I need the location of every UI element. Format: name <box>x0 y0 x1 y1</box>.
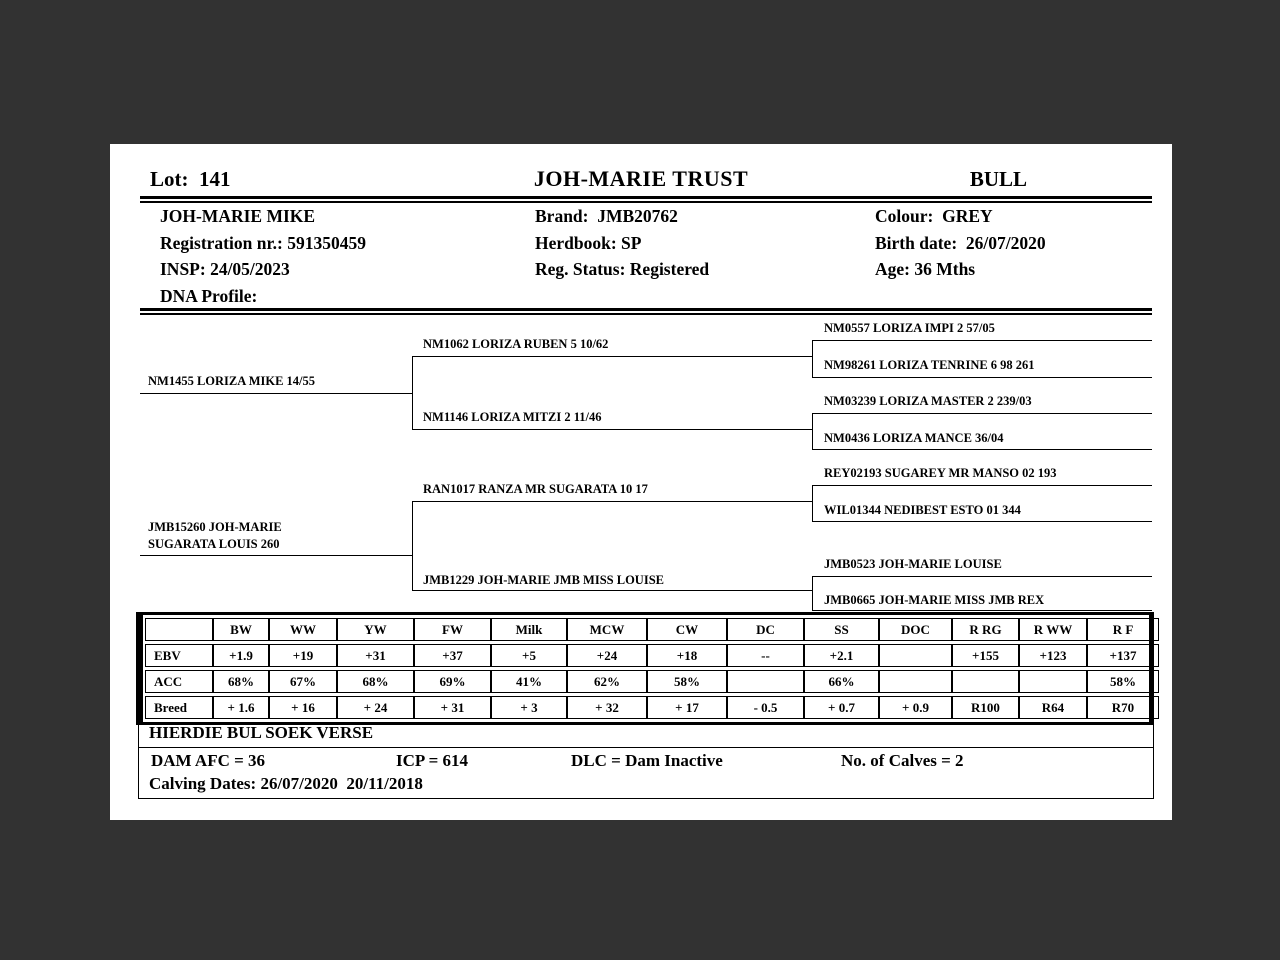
info-divider <box>140 308 1152 315</box>
pedigree-line-ggp1 <box>812 340 1152 341</box>
ebv-cell: +155 <box>952 644 1019 667</box>
breed-cell: + 32 <box>567 696 647 719</box>
pedigree-line-dam-dam <box>412 590 812 591</box>
page-title: JOH-MARIE TRUST <box>533 166 749 191</box>
pedigree-dam-dam-sire: JMB0523 JOH-MARIE LOUISE <box>824 557 1002 571</box>
breed-cell: + 24 <box>337 696 414 719</box>
animal-type: BULL <box>969 167 1027 191</box>
pedigree-line-ggp4 <box>812 449 1152 450</box>
icp: ICP = 614 <box>396 751 469 770</box>
reg-status: Reg. Status: Registered <box>535 259 710 279</box>
ebv-cell <box>879 644 952 667</box>
ebv-col-header: DC <box>727 618 804 641</box>
catalog-page <box>110 144 1172 820</box>
acc-cell <box>952 670 1019 693</box>
acc-cell: 68% <box>213 670 269 693</box>
ebv-cell: +137 <box>1087 644 1159 667</box>
acc-cell: 58% <box>1087 670 1159 693</box>
acc-row <box>145 670 1159 693</box>
acc-cell: 69% <box>414 670 491 693</box>
acc-cell: 41% <box>491 670 567 693</box>
breed-cell: R100 <box>952 696 1019 719</box>
lot-number: Lot: 141 <box>150 167 231 191</box>
acc-cell: 58% <box>647 670 727 693</box>
ebv-cell: +2.1 <box>804 644 879 667</box>
ebv-col-header: YW <box>337 618 414 641</box>
row-label: Breed <box>145 696 213 719</box>
pedigree-dam-sire-dam: WIL01344 NEDIBEST ESTO 01 344 <box>824 503 1021 517</box>
ebv-col-header: FW <box>414 618 491 641</box>
breed-cell: + 0.9 <box>879 696 952 719</box>
pedigree-dam-sire-sire: REY02193 SUGAREY MR MANSO 02 193 <box>824 466 1057 480</box>
pedigree-sire-dam-sire: NM03239 LORIZA MASTER 2 239/03 <box>824 394 1032 408</box>
dam-stats-row <box>139 748 1153 773</box>
row-label: EBV <box>145 644 213 667</box>
acc-cell: 68% <box>337 670 414 693</box>
pedigree-connector-sire <box>412 356 413 429</box>
pedigree-connector-dam <box>412 501 413 590</box>
herdbook: Herdbook: SP <box>535 233 642 253</box>
ebv-col-header: MCW <box>567 618 647 641</box>
pedigree-sire-dam-dam: NM0436 LORIZA MANCE 36/04 <box>824 431 1004 445</box>
breed-cell: + 1.6 <box>213 696 269 719</box>
breed-cell: R64 <box>1019 696 1087 719</box>
pedigree-sire-sire-dam: NM98261 LORIZA TENRINE 6 98 261 <box>824 358 1035 372</box>
pedigree-line-sire-sire <box>412 356 812 357</box>
pedigree-line-ggp5 <box>812 485 1152 486</box>
dam-afc: DAM AFC = 36 <box>151 751 266 770</box>
ebv-cell: +37 <box>414 644 491 667</box>
ebv-col-header: Milk <box>491 618 567 641</box>
ebv-cell: +31 <box>337 644 414 667</box>
pedigree-dam-dam-dam: JMB0665 JOH-MARIE MISS JMB REX <box>824 593 1045 607</box>
pedigree-dam-dam: JMB1229 JOH-MARIE JMB MISS LOUISE <box>423 573 664 587</box>
pedigree-sire-sire-sire: NM0557 LORIZA IMPI 2 57/05 <box>824 321 995 335</box>
calving-dates: Calving Dates: 26/07/2020 20/11/2018 <box>139 773 1153 799</box>
ebv-col-header <box>145 618 213 641</box>
ebv-col-header: WW <box>269 618 337 641</box>
pedigree-connector-dd <box>812 576 813 610</box>
pedigree-dam-line2: SUGARATA LOUIS 260 <box>148 537 280 551</box>
pedigree-line-ggp6 <box>812 521 1152 522</box>
acc-cell: 66% <box>804 670 879 693</box>
ebv-cell: +24 <box>567 644 647 667</box>
ebv-table <box>136 612 1154 725</box>
pedigree-sire-dam: NM1146 LORIZA MITZI 2 11/46 <box>423 410 602 424</box>
animal-name: JOH-MARIE MIKE <box>160 206 316 226</box>
header-divider <box>140 196 1152 203</box>
ebv-col-header: SS <box>804 618 879 641</box>
pedigree-connector-sd <box>812 413 813 449</box>
footer <box>138 720 1154 799</box>
pedigree-connector-ds <box>812 485 813 521</box>
pedigree-dam-line1: JMB15260 JOH-MARIE <box>148 520 282 534</box>
pedigree-line-ggp2 <box>812 377 1152 378</box>
ebv-col-header: CW <box>647 618 727 641</box>
ebv-cell: +1.9 <box>213 644 269 667</box>
birth-date: Birth date: 26/07/2020 <box>875 233 1046 253</box>
pedigree-sire: NM1455 LORIZA MIKE 14/55 <box>148 374 316 388</box>
pedigree-line-ggp3 <box>812 413 1152 414</box>
pedigree-line-dam <box>140 555 412 556</box>
breed-cell: + 3 <box>491 696 567 719</box>
ebv-col-header: R WW <box>1019 618 1087 641</box>
ebv-cell: -- <box>727 644 804 667</box>
inspection-date: INSP: 24/05/2023 <box>160 259 290 279</box>
pedigree-sire-sire: NM1062 LORIZA RUBEN 5 10/62 <box>423 337 609 351</box>
acc-cell: 67% <box>269 670 337 693</box>
ebv-col-header: DOC <box>879 618 952 641</box>
pedigree-line-dam-sire <box>412 501 812 502</box>
pedigree-dam-sire: RAN1017 RANZA MR SUGARATA 10 17 <box>423 482 648 496</box>
ebv-col-header: R F <box>1087 618 1159 641</box>
pedigree-line-ggp8 <box>812 610 1152 611</box>
pedigree-line-ggp7 <box>812 576 1152 577</box>
brand: Brand: JMB20762 <box>535 206 678 226</box>
ebv-col-header: R RG <box>952 618 1019 641</box>
dlc: DLC = Dam Inactive <box>571 751 723 770</box>
breed-row <box>145 696 1159 719</box>
breed-cell: + 31 <box>414 696 491 719</box>
ebv-cell: +18 <box>647 644 727 667</box>
breed-cell: + 16 <box>269 696 337 719</box>
pedigree-line-sire <box>140 393 412 394</box>
registration-number: Registration nr.: 591350459 <box>160 233 366 253</box>
acc-cell <box>1019 670 1087 693</box>
ebv-col-header: BW <box>213 618 269 641</box>
calves-count: No. of Calves = 2 <box>841 751 964 770</box>
colour: Colour: GREY <box>875 206 993 226</box>
breed-cell: + 0.7 <box>804 696 879 719</box>
breed-cell: - 0.5 <box>727 696 804 719</box>
row-label: ACC <box>145 670 213 693</box>
dna-profile: DNA Profile: <box>160 286 258 306</box>
acc-cell: 62% <box>567 670 647 693</box>
breed-cell: + 17 <box>647 696 727 719</box>
pedigree-line-sire-dam <box>412 429 812 430</box>
ebv-header-row <box>145 618 1159 641</box>
acc-cell <box>879 670 952 693</box>
ebv-cell: +19 <box>269 644 337 667</box>
age: Age: 36 Mths <box>875 259 976 279</box>
footer-note: HIERDIE BUL SOEK VERSE <box>139 720 1153 748</box>
breed-cell: R70 <box>1087 696 1159 719</box>
pedigree-connector-ss <box>812 340 813 377</box>
ebv-cell: +5 <box>491 644 567 667</box>
ebv-cell: +123 <box>1019 644 1087 667</box>
ebv-row <box>145 644 1159 667</box>
acc-cell <box>727 670 804 693</box>
